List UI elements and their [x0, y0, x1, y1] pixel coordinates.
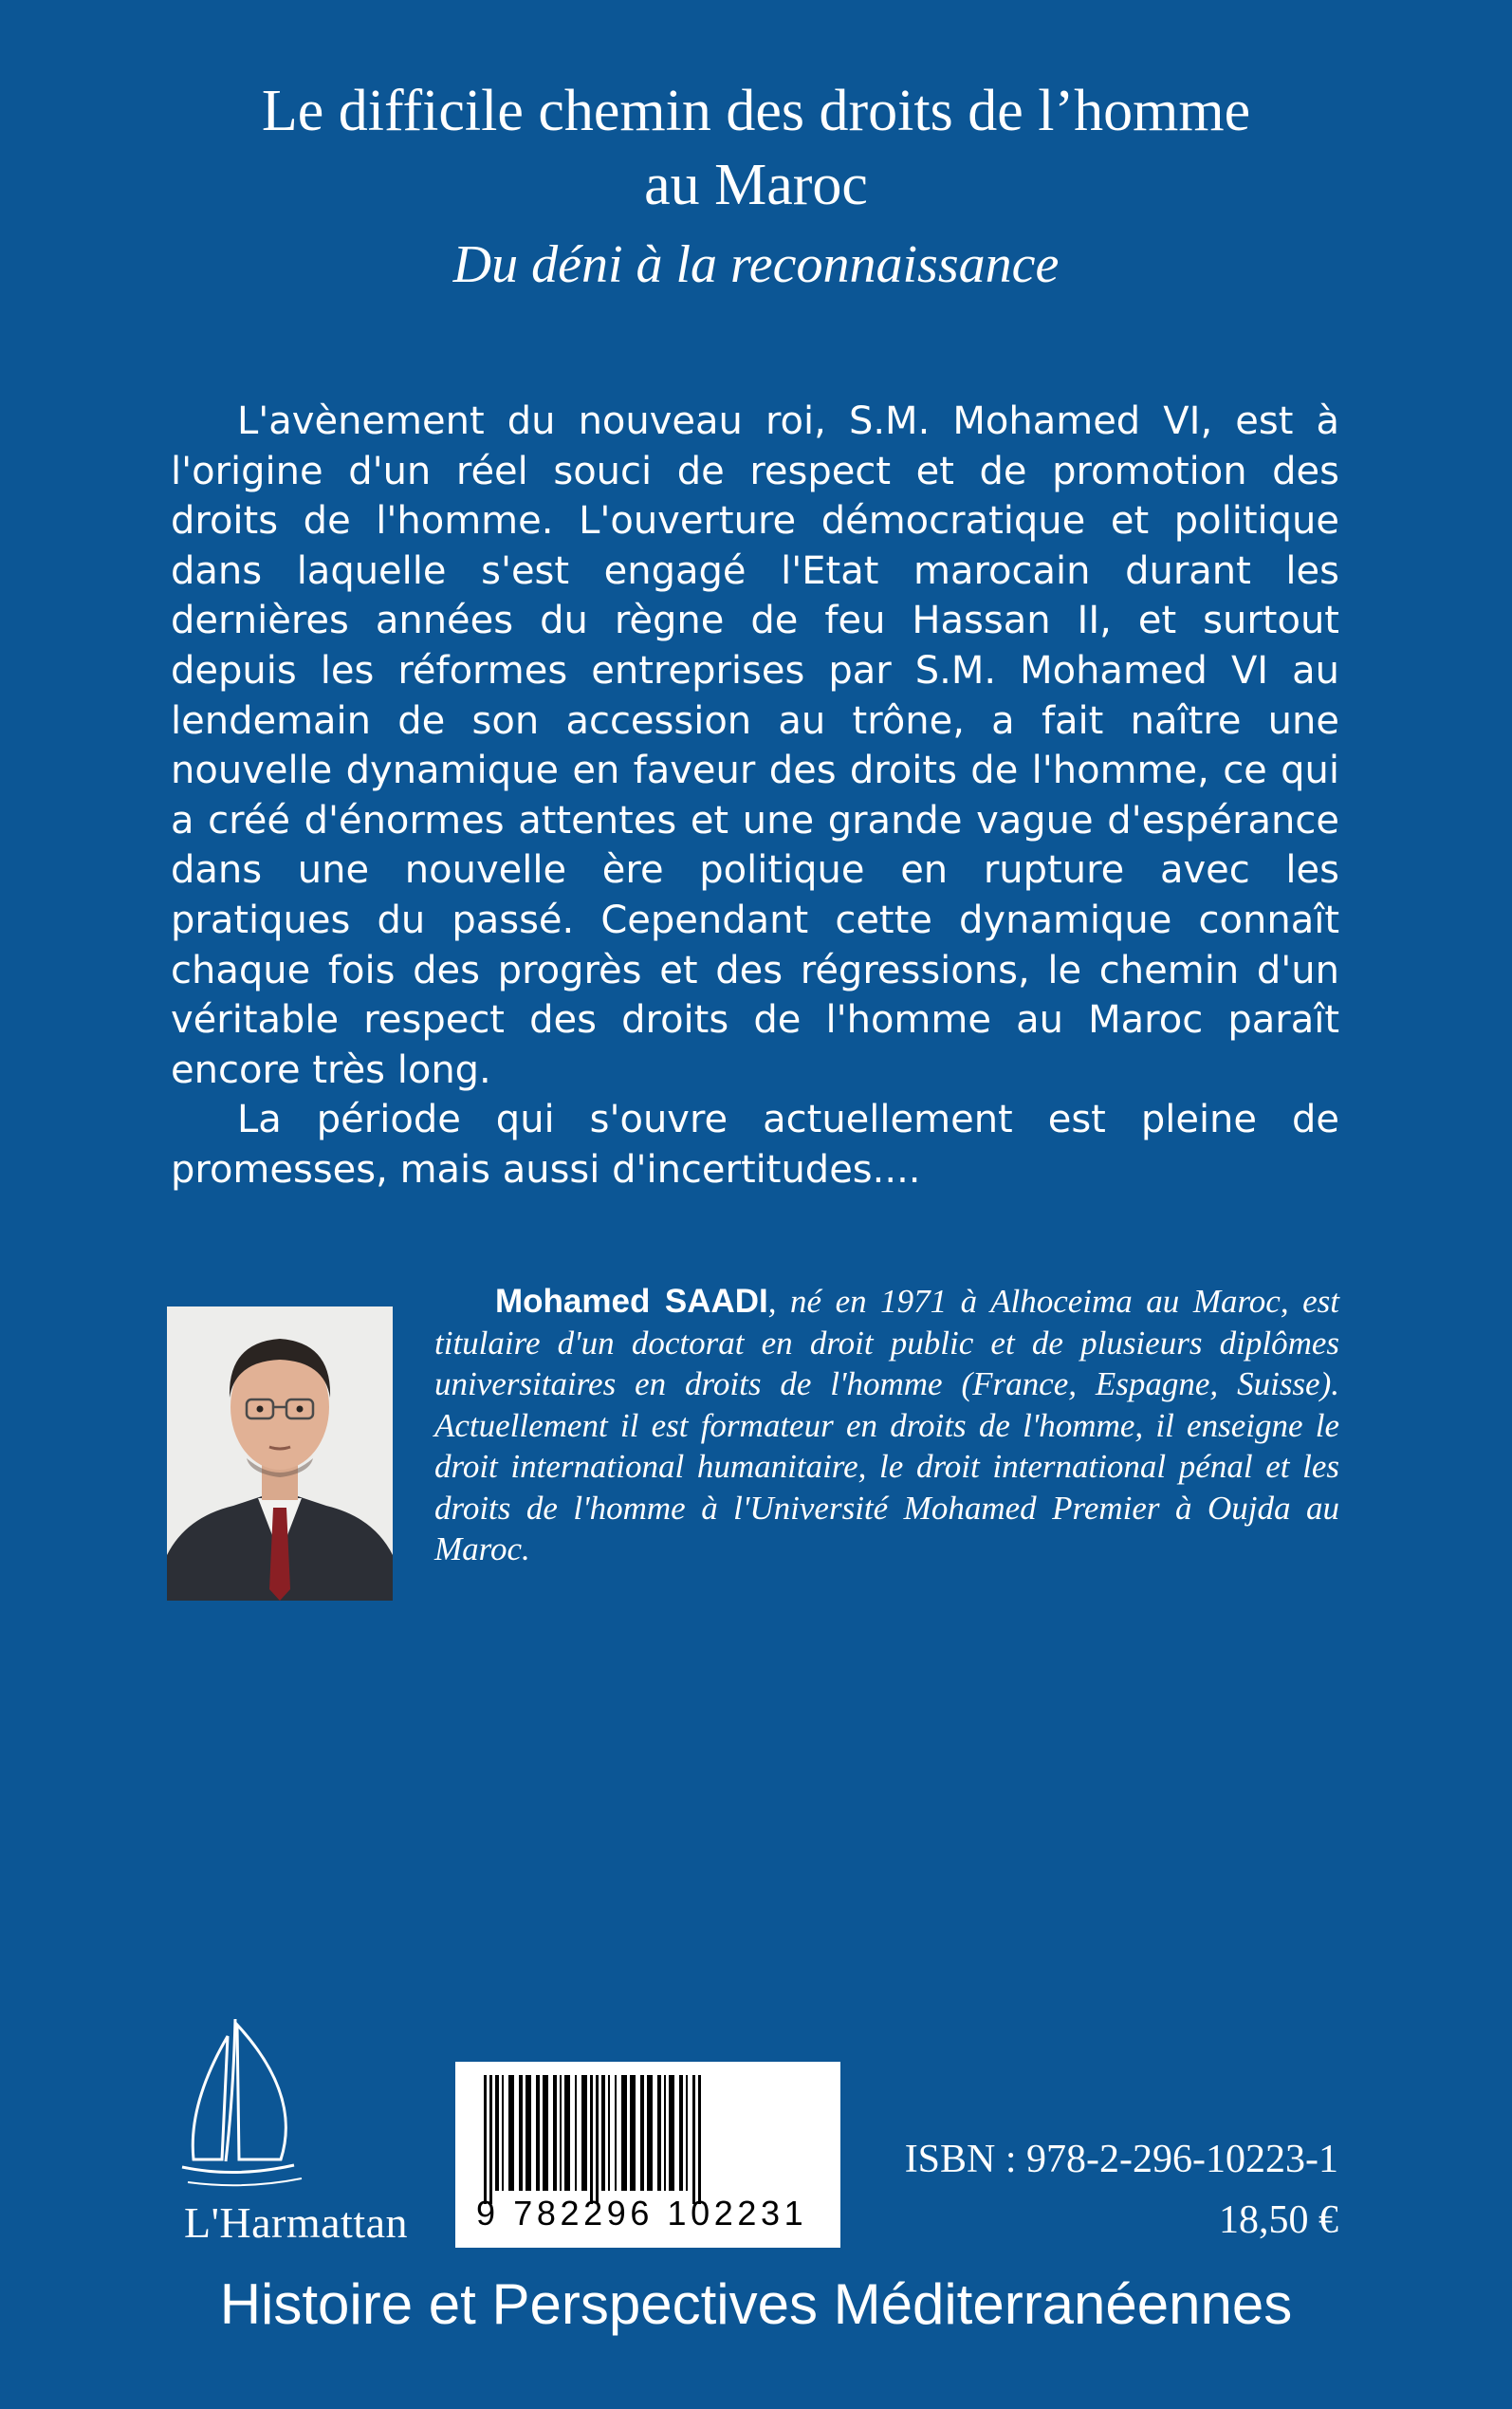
barcode-bar: [669, 2075, 674, 2191]
barcode-bar: [608, 2075, 610, 2191]
barcode-bar: [679, 2075, 683, 2191]
sailboat-logo-icon: [169, 1991, 427, 2199]
barcode-bar: [647, 2075, 653, 2191]
barcode-bar: [560, 2075, 562, 2191]
barcode-bar: [508, 2075, 514, 2191]
author-bio: [434, 1281, 1339, 1570]
book-title-line-1: Le difficile chemin des droits de l’homme: [261, 79, 1251, 143]
author-name: Mohamed SAADI: [495, 1283, 768, 1320]
barcode-bar: [519, 2075, 523, 2191]
author-portrait-image: [167, 1306, 393, 1601]
barcode-bar: [601, 2075, 605, 2191]
barcode-bar: [640, 2075, 644, 2191]
barcode: [455, 2062, 840, 2248]
barcode-bar: [536, 2075, 540, 2191]
barcode-bar: [564, 2075, 570, 2191]
barcode-bar: [575, 2075, 577, 2191]
barcode-bar: [615, 2075, 617, 2191]
barcode-bar: [543, 2075, 548, 2191]
book-title-line-2: au Maroc: [644, 153, 868, 217]
isbn: ISBN : 978-2-296-10223-1: [904, 2138, 1338, 2181]
price: 18,50 €: [1219, 2198, 1338, 2242]
barcode-bar: [630, 2075, 636, 2191]
barcode-bar: [698, 2075, 701, 2204]
barcode-bar: [484, 2075, 487, 2204]
barcode-bar: [489, 2075, 492, 2204]
barcode-bar: [581, 2075, 587, 2191]
series-title: Histoire et Perspectives Méditerranéennes: [219, 2272, 1293, 2336]
barcode-bar: [664, 2075, 666, 2191]
barcode-bar: [692, 2075, 695, 2204]
barcode-bar: [590, 2075, 593, 2204]
barcode-bar: [596, 2075, 599, 2204]
barcode-bar: [502, 2075, 504, 2191]
barcode-bar: [657, 2075, 661, 2191]
publisher-name: L'Harmattan: [184, 2198, 409, 2247]
barcode-bar: [553, 2075, 557, 2191]
blurb-paragraph-2: La période qui s'ouvre actuellement est pleine de promesses, mais aussi d'incertitudes....: [171, 1098, 1339, 1192]
book-subtitle: Du déni à la reconnaissance: [452, 235, 1060, 294]
publisher-logo: [169, 1991, 427, 2254]
author-bio-text: , né en 1971 à Alhoceima au Maroc, est titulaire d'un doctorat en droit public et de plusieurs diplômes universitaires en droits de l'homme (France, Espagne, Suisse). Actuellement il est formateur en droits de l'homme, il enseigne le droit international humanitaire, le droit international pénal et les droits de l'homme à l'Université Mohamed Premier à Oujda au Maroc.: [434, 1283, 1339, 1567]
author-photo: [167, 1306, 393, 1601]
barcode-digits: 9 782296 102231: [476, 2194, 808, 2233]
barcode-bar: [686, 2075, 688, 2191]
barcode-bar: [526, 2075, 531, 2191]
barcode-bar: [495, 2075, 499, 2191]
title-block: [114, 74, 1398, 306]
blurb-paragraph-1: L'avènement du nouveau roi, S.M. Mohamed VI, est à l'origine d'un réel souci de respect et de promotion des droits de l'homme. L'ouverture démocratique et politique dans laquelle s'est engagé l'Etat marocain durant les dernières années du règne de feu Hassan II, et surtout depuis les réformes entreprises par S.M. Mohamed VI au lendemain de son accession au trône, a fait naître une nouvelle dynamique en faveur des droits de l'homme, ce qui a créé d'énormes attentes et une grande vague d'espérance dans une nouvelle ère politique en rupture avec les pratiques du passé. Cependant cette dynamique connaît chaque fois des progrès et des régressions, le chemin d'un véritable respect des droits de l'homme au Maroc paraît encore très long.: [171, 399, 1339, 1092]
blurb: [171, 397, 1339, 1195]
barcode-bar: [621, 2075, 627, 2191]
